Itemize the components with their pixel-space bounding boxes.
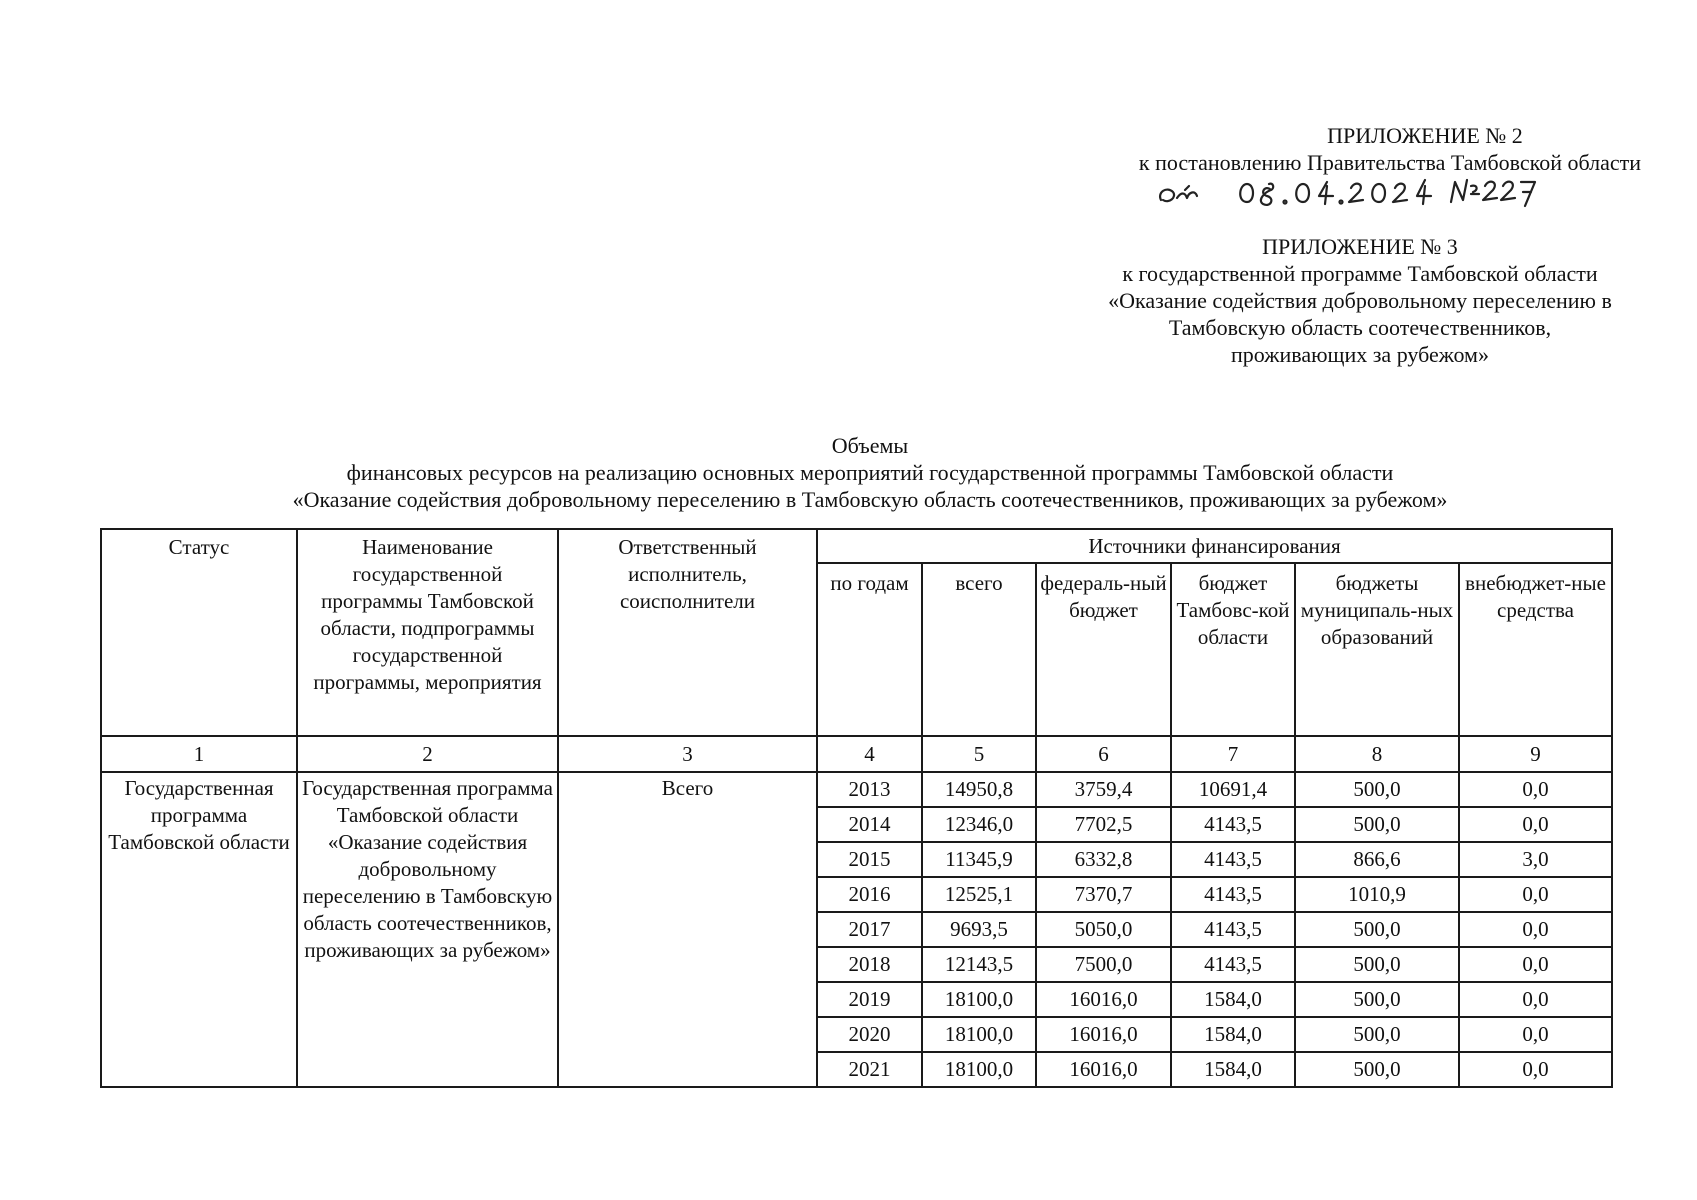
federal-cell: 7370,7 bbox=[1036, 877, 1171, 912]
total-cell: 18100,0 bbox=[922, 1017, 1036, 1052]
column-number: 4 bbox=[817, 736, 922, 772]
municipal-cell: 500,0 bbox=[1295, 947, 1459, 982]
total-cell: 12143,5 bbox=[922, 947, 1036, 982]
federal-cell: 5050,0 bbox=[1036, 912, 1171, 947]
federal-cell: 16016,0 bbox=[1036, 982, 1171, 1017]
header-sources: Источники финансирования bbox=[817, 529, 1612, 563]
regional-cell: 4143,5 bbox=[1171, 842, 1295, 877]
column-number: 5 bbox=[922, 736, 1036, 772]
total-cell: 14950,8 bbox=[922, 772, 1036, 807]
municipal-cell: 500,0 bbox=[1295, 807, 1459, 842]
regional-cell: 10691,4 bbox=[1171, 772, 1295, 807]
year-cell: 2020 bbox=[817, 1017, 922, 1052]
annex-line: «Оказание содействия добровольному переселению в bbox=[1108, 288, 1612, 313]
status-cell: Государственная программа Тамбовской области bbox=[101, 772, 297, 1087]
header-name: Наименование государственной программы Тамбовской области, подпрограммы государственной программы, мероприятия bbox=[297, 529, 558, 736]
extra-cell: 3,0 bbox=[1459, 842, 1612, 877]
year-cell: 2021 bbox=[817, 1052, 922, 1087]
annex-title: ПРИЛОЖЕНИЕ № 2 bbox=[1327, 123, 1523, 148]
annex-header-program bbox=[1060, 233, 1660, 368]
municipal-cell: 500,0 bbox=[1295, 1052, 1459, 1087]
column-number: 1 bbox=[101, 736, 297, 772]
title-line: «Оказание содействия добровольному переселению в Тамбовскую область соотечественников, проживающих за рубежом» bbox=[292, 487, 1448, 512]
total-cell: 9693,5 bbox=[922, 912, 1036, 947]
regional-cell: 4143,5 bbox=[1171, 947, 1295, 982]
annex-line: к государственной программе Тамбовской области bbox=[1122, 261, 1598, 286]
handwritten-date-signature bbox=[1155, 172, 1575, 212]
extra-cell: 0,0 bbox=[1459, 1017, 1612, 1052]
year-cell: 2015 bbox=[817, 842, 922, 877]
extra-cell: 0,0 bbox=[1459, 807, 1612, 842]
regional-cell: 4143,5 bbox=[1171, 807, 1295, 842]
table-row bbox=[101, 772, 1612, 807]
title-line: финансовых ресурсов на реализацию основных мероприятий государственной программы Тамбовской области bbox=[346, 460, 1394, 485]
extra-cell: 0,0 bbox=[1459, 1052, 1612, 1087]
year-cell: 2016 bbox=[817, 877, 922, 912]
extra-cell: 0,0 bbox=[1459, 912, 1612, 947]
annex-line: Тамбовскую область соотечественников, bbox=[1168, 315, 1552, 340]
regional-cell: 4143,5 bbox=[1171, 912, 1295, 947]
federal-cell: 6332,8 bbox=[1036, 842, 1171, 877]
executor-cell: Всего bbox=[558, 772, 817, 1087]
total-cell: 18100,0 bbox=[922, 982, 1036, 1017]
year-cell: 2019 bbox=[817, 982, 922, 1017]
regional-cell: 1584,0 bbox=[1171, 1017, 1295, 1052]
annex-title: ПРИЛОЖЕНИЕ № 3 bbox=[1262, 234, 1458, 259]
regional-cell: 4143,5 bbox=[1171, 877, 1295, 912]
total-cell: 18100,0 bbox=[922, 1052, 1036, 1087]
column-number: 3 bbox=[558, 736, 817, 772]
column-number: 6 bbox=[1036, 736, 1171, 772]
municipal-cell: 500,0 bbox=[1295, 982, 1459, 1017]
municipal-cell: 866,6 bbox=[1295, 842, 1459, 877]
municipal-cell: 500,0 bbox=[1295, 1017, 1459, 1052]
total-cell: 11345,9 bbox=[922, 842, 1036, 877]
annex-header-decree bbox=[1090, 122, 1690, 176]
regional-cell: 1584,0 bbox=[1171, 1052, 1295, 1087]
annex-subtitle: к постановлению Правительства Тамбовской области bbox=[1138, 150, 1642, 175]
column-number: 9 bbox=[1459, 736, 1612, 772]
header-total: всего bbox=[922, 563, 1036, 736]
header-federal: федераль-ный бюджет bbox=[1036, 563, 1171, 736]
federal-cell: 3759,4 bbox=[1036, 772, 1171, 807]
total-cell: 12525,1 bbox=[922, 877, 1036, 912]
extra-cell: 0,0 bbox=[1459, 982, 1612, 1017]
year-cell: 2013 bbox=[817, 772, 922, 807]
column-number: 7 bbox=[1171, 736, 1295, 772]
header-by-year: по годам bbox=[817, 563, 922, 736]
header-executor: Ответственный исполнитель, соисполнители bbox=[558, 529, 817, 736]
header-municipal: бюджеты муниципаль-ных образований bbox=[1295, 563, 1459, 736]
title-line: Объемы bbox=[831, 433, 909, 458]
header-status: Статус bbox=[101, 529, 297, 736]
extra-cell: 0,0 bbox=[1459, 877, 1612, 912]
federal-cell: 7702,5 bbox=[1036, 807, 1171, 842]
municipal-cell: 1010,9 bbox=[1295, 877, 1459, 912]
column-number-row bbox=[101, 736, 1612, 772]
municipal-cell: 500,0 bbox=[1295, 772, 1459, 807]
year-cell: 2017 bbox=[817, 912, 922, 947]
column-number: 8 bbox=[1295, 736, 1459, 772]
header-extra: внебюджет-ные средства bbox=[1459, 563, 1612, 736]
document-title bbox=[100, 432, 1640, 513]
year-cell: 2014 bbox=[817, 807, 922, 842]
federal-cell: 16016,0 bbox=[1036, 1052, 1171, 1087]
extra-cell: 0,0 bbox=[1459, 772, 1612, 807]
column-number: 2 bbox=[297, 736, 558, 772]
financing-table bbox=[100, 528, 1613, 1088]
header-regional: бюджет Тамбовс-кой области bbox=[1171, 563, 1295, 736]
municipal-cell: 500,0 bbox=[1295, 912, 1459, 947]
total-cell: 12346,0 bbox=[922, 807, 1036, 842]
extra-cell: 0,0 bbox=[1459, 947, 1612, 982]
year-cell: 2018 bbox=[817, 947, 922, 982]
regional-cell: 1584,0 bbox=[1171, 982, 1295, 1017]
federal-cell: 7500,0 bbox=[1036, 947, 1171, 982]
program-name-cell: Государственная программа Тамбовской области «Оказание содействия добровольному переселению в Тамбовскую область соотечественников, проживающих за рубежом» bbox=[297, 772, 558, 1087]
annex-line: проживающих за рубежом» bbox=[1231, 342, 1489, 367]
federal-cell: 16016,0 bbox=[1036, 1017, 1171, 1052]
